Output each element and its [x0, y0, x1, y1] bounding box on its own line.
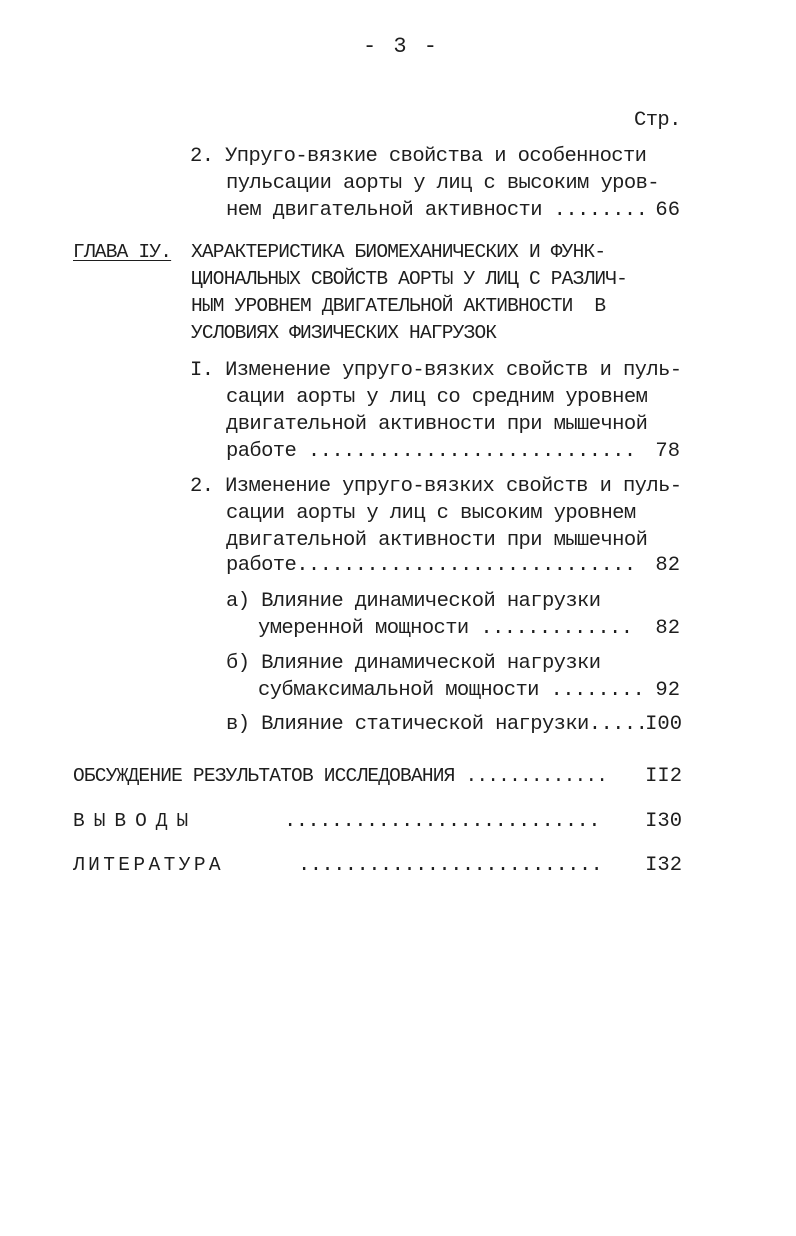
entry-page: I00	[645, 713, 682, 736]
entry-text-line: ОБСУЖДЕНИЕ РЕЗУЛЬТАТОВ ИССЛЕДОВАНИЯ .............	[73, 765, 608, 787]
entry-text-line: работе ............................	[226, 440, 636, 463]
entry-page: 66	[655, 199, 680, 222]
entry-text-line: нем двигательной активности ........	[226, 199, 648, 222]
entry-text-line: б) Влияние динамической нагрузки	[226, 652, 601, 675]
entry-text-line: пульсации аорты у лиц с высоким уров-	[226, 172, 659, 195]
entry-page: 82	[655, 617, 680, 640]
page-number: - 3 -	[363, 34, 440, 59]
chapter-label: ГЛАВА IУ.	[73, 241, 172, 263]
entry-text-line: сации аорты у лиц со средним уровнем	[226, 386, 648, 409]
page-column-label: Стр.	[634, 109, 681, 132]
entry-text-line: 2. Изменение упруго-вязких свойств и пуль-	[190, 475, 682, 498]
entry-text-line: сации аорты у лиц с высоким уровнем	[226, 502, 636, 525]
entry-page: II2	[645, 765, 682, 788]
entry-label: ЛИТЕРАТУРА	[73, 854, 225, 876]
entry-page: I30	[645, 810, 682, 833]
entry-page: 92	[655, 679, 680, 702]
entry-dots: ...........................	[284, 810, 600, 833]
chapter-title-line: НЫМ УРОВНЕМ ДВИГАТЕЛЬНОЙ АКТИВНОСТИ В	[191, 295, 606, 317]
chapter-title-line: ХАРАКТЕРИСТИКА БИОМЕХАНИЧЕСКИХ И ФУНК-	[191, 241, 606, 263]
entry-text-line: 2. Упруго-вязкие свойства и особенности	[190, 145, 647, 168]
entry-label: ВЫВОДЫ	[73, 810, 198, 832]
entry-text-line: I. Изменение упруго-вязких свойств и пуль-	[190, 359, 682, 382]
entry-text-line: умеренной мощности .............	[258, 617, 633, 640]
chapter-title-line: УСЛОВИЯХ ФИЗИЧЕСКИХ НАГРУЗОК	[191, 322, 497, 344]
entry-page: 82	[655, 554, 680, 577]
entry-page: 78	[655, 440, 680, 463]
entry-text-line: двигательной активности при мышечной	[226, 413, 648, 436]
entry-dots: ..........................	[298, 854, 603, 877]
entry-text-line: а) Влияние динамической нагрузки	[226, 590, 601, 613]
entry-text-line: субмаксимальной мощности ........	[258, 679, 645, 702]
entry-text-line: двигательной активности при мышечной	[226, 529, 648, 552]
chapter-title-line: ЦИОНАЛЬНЫХ СВОЙСТВ АОРТЫ У ЛИЦ С РАЗЛИЧ-	[191, 268, 628, 290]
entry-text-line: работе.............................	[226, 554, 636, 577]
entry-page: I32	[645, 854, 682, 877]
entry-text-line: в) Влияние статической нагрузки.....	[226, 713, 648, 736]
